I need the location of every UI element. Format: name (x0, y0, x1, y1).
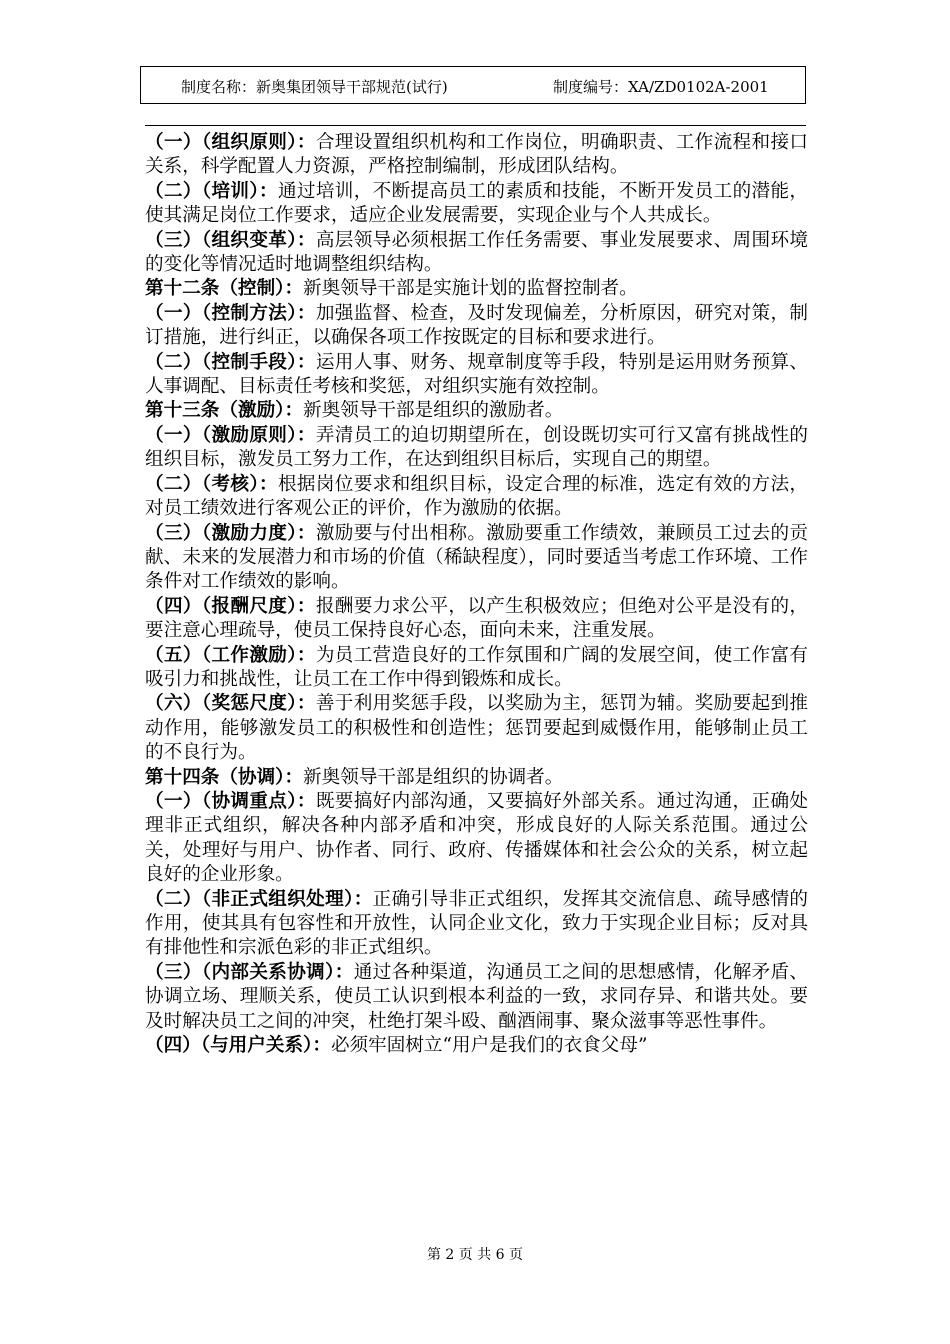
document-header (140, 66, 806, 104)
clause-heading: （二）（考核）： (145, 473, 278, 495)
paragraph (145, 473, 808, 522)
clause-text: 善于利用奖惩手段，以奖励为主，惩罚为辅。奖励要起到推动作用，能够激发员工的积极性和创造性；惩罚要起到威慑作用，能够制止员工的不良行为。 (145, 693, 808, 764)
paragraph (145, 595, 808, 644)
clause-heading: （一）（协调重点）： (145, 790, 316, 812)
clause-heading: （五）（工作激励）： (145, 644, 316, 666)
clause-heading: （二）（控制手段）： (145, 351, 316, 373)
clause-text: 通过各种渠道，沟通员工之间的思想感情，化解矛盾、协调立场、理顺关系，使员工认识到根本利益的一致，求同存异、和谐共处。要及时解决员工之间的冲突，杜绝打架斗殴、酗酒闹事、聚众滋事等恶性事件。 (145, 961, 808, 1032)
article-text: 新奥领导干部是实施计划的监督控制者。 (303, 278, 638, 300)
clause-heading: （三）（组织变革）： (145, 229, 316, 251)
clause-text: 弄清员工的迫切期望所在，创设既切实可行又富有挑战性的组织目标，激发员工努力工作，在达到组织目标后，实现自己的期望。 (145, 424, 808, 471)
paragraph (145, 277, 808, 301)
clause-text: 激励要与付出相称。激励要重工作绩效，兼顾员工过去的贡献、未来的发展潜力和市场的价值（稀缺程度），同时要适当考虑工作环境、工作条件对工作绩效的影响。 (145, 522, 808, 593)
article-text: 新奥领导干部是组织的激励者。 (303, 400, 564, 422)
document-body (145, 131, 808, 1058)
paragraph (145, 1034, 808, 1058)
clause-heading: （二）（培训）： (145, 180, 278, 202)
policy-code: 制度编号：XA/ZD0102A-2001 (553, 78, 769, 96)
paragraph (145, 692, 808, 765)
clause-heading: （三）（激励力度）： (145, 522, 316, 544)
clause-heading: （四）（报酬尺度）： (145, 595, 316, 617)
clause-text: 报酬要力求公平，以产生积极效应；但绝对公平是没有的，要注意心理疏导，使员工保持良好心态，面向未来，注重发展。 (145, 595, 808, 642)
paragraph (145, 131, 808, 180)
page-number: 第 2 页 共 6 页 (426, 1247, 524, 1263)
clause-heading: （六）（奖惩尺度）： (145, 693, 316, 715)
clause-text: 通过培训，不断提高员工的素质和技能，不断开发员工的潜能，使其满足岗位工作要求，适应企业发展需要，实现企业与个人共成长。 (145, 180, 808, 227)
clause-text: 为员工营造良好的工作氛围和广阔的发展空间，使工作富有吸引力和挑战性，让员工在工作中得到锻炼和成长。 (145, 644, 808, 690)
paragraph (145, 766, 808, 790)
paragraph (145, 888, 808, 961)
clause-text: 加强监督、检查，及时发现偏差，分析原因，研究对策，制订措施，进行纠正，以确保各项工作按既定的目标和要求进行。 (145, 302, 808, 349)
clause-text: 运用人事、财务、规章制度等手段，特别是运用财务预算、人事调配、目标责任考核和奖惩，对组织实施有效控制。 (145, 351, 808, 398)
clause-heading: （一）（组织原则）： (145, 132, 316, 153)
clause-text: 根据岗位要求和组织目标，设定合理的标准，选定有效的方法，对员工绩效进行客观公正的评价，作为激励的依据。 (145, 473, 808, 520)
paragraph (145, 790, 808, 888)
article-heading: 第十四条（协调）： (145, 766, 304, 788)
paragraph (145, 424, 808, 473)
clause-heading: （三）（内部关系协调）： (145, 961, 354, 983)
paragraph (145, 522, 808, 595)
paragraph (145, 351, 808, 400)
clause-heading: （四）（与用户关系）： (145, 1035, 331, 1057)
paragraph (145, 229, 808, 278)
article-text: 新奥领导干部是组织的协调者。 (303, 766, 564, 788)
paragraph (145, 961, 808, 1034)
clause-text: 既要搞好内部沟通，又要搞好外部关系。通过沟通，正确处理非正式组织，解决各种内部矛盾和冲突，形成良好的人际关系范围。通过公关，处理好与用户、协作者、同行、政府、传播媒体和社会公众的关系，树立起良好的企业形象。 (145, 790, 808, 886)
paragraph (145, 399, 808, 423)
clause-text: 必须牢固树立“用户是我们的衣食父母” (330, 1035, 648, 1057)
article-heading: 第十三条（激励）： (145, 400, 304, 422)
clause-text: 合理设置组织机构和工作岗位，明确职责、工作流程和接口关系，科学配置人力资源，严格控制编制，形成团队结构。 (145, 132, 808, 178)
paragraph (145, 644, 808, 693)
clause-heading: （一）（控制方法）： (145, 302, 316, 324)
article-heading: 第十二条（控制）： (145, 278, 304, 300)
clause-heading: （一）（激励原则）： (145, 424, 316, 446)
paragraph (145, 180, 808, 229)
clause-text: 正确引导非正式组织，发挥其交流信息、疏导感情的作用，使其具有包容性和开放性，认同企业文化，致力于实现企业目标；反对具有排他性和宗派色彩的非正式组织。 (145, 888, 808, 959)
clause-text: 高层领导必须根据工作任务需要、事业发展要求、周围环境的变化等情况适时地调整组织结构。 (145, 229, 808, 276)
clause-heading: （二）（非正式组织处理）： (145, 888, 373, 910)
header-divider (145, 125, 806, 126)
policy-name: 制度名称：新奥集团领导干部规范(试行) (181, 78, 448, 96)
paragraph (145, 302, 808, 351)
